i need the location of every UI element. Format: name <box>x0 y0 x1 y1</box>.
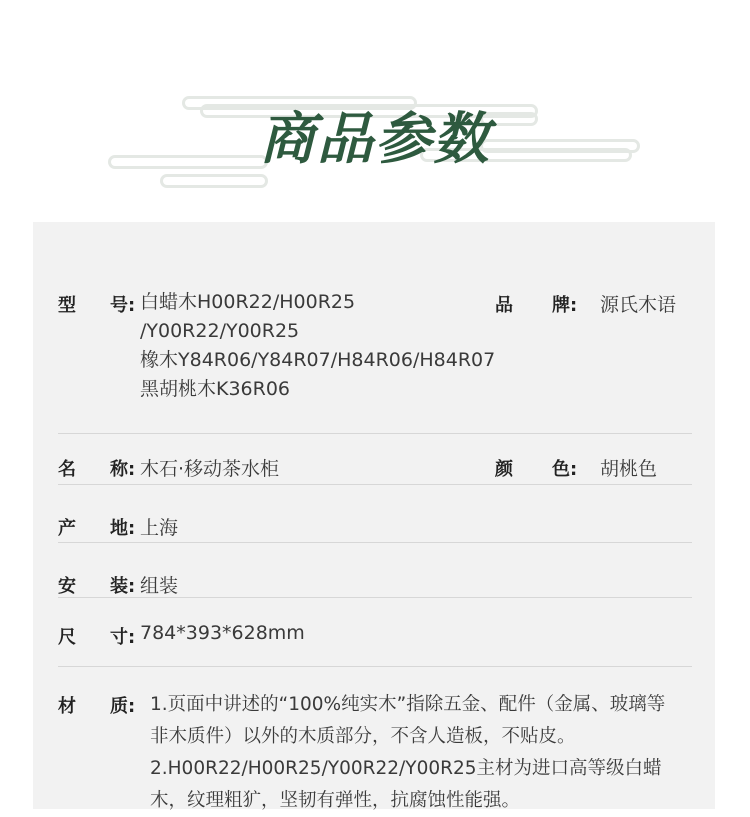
label-name-b: 称: <box>110 459 136 480</box>
size-value: 784*393*628mm <box>140 622 305 644</box>
divider <box>58 666 692 667</box>
install-value: 组装 <box>140 575 179 597</box>
model-line: 黑胡桃木K36R06 <box>140 378 291 400</box>
label-install-a: 安 <box>58 576 76 597</box>
page-header <box>0 0 750 222</box>
divider <box>58 484 692 485</box>
model-line: 白蜡木H00R22/H00R25 <box>140 291 356 313</box>
name-value: 木石·移动茶水柜 <box>140 458 280 480</box>
model-line: 橡木Y84R06/Y84R07/H84R06/H84R07 <box>140 349 496 371</box>
label-color-b: 色: <box>552 459 578 480</box>
label-size-b: 寸: <box>110 627 136 648</box>
label-name-a: 名 <box>58 459 76 480</box>
origin-value: 上海 <box>140 517 179 539</box>
label-brand-b: 牌: <box>552 295 578 316</box>
material-value <box>150 689 665 817</box>
divider <box>58 433 692 434</box>
label-origin-b: 地: <box>110 518 136 539</box>
divider <box>58 542 692 543</box>
label-origin-a: 产 <box>58 518 76 539</box>
cloud-decoration <box>160 174 268 188</box>
page-title: 商品参数 <box>259 107 491 172</box>
material-line: 木，纹理粗犷，坚韧有弹性，抗腐蚀性能强。 <box>150 790 521 811</box>
material-line: 非木质件）以外的木质部分，不含人造板，不贴皮。 <box>150 726 576 747</box>
model-line: /Y00R22/Y00R25 <box>140 320 300 342</box>
brand-value: 源氏木语 <box>600 294 677 316</box>
divider <box>58 597 692 598</box>
label-material-a: 材 <box>58 696 76 717</box>
label-model-b: 号: <box>110 295 136 316</box>
color-value: 胡桃色 <box>600 458 658 480</box>
label-brand-a: 品 <box>495 295 513 316</box>
label-material-b: 质: <box>110 696 136 717</box>
params-panel <box>33 222 715 809</box>
label-install-b: 装: <box>110 576 136 597</box>
label-color-a: 颜 <box>495 459 513 480</box>
label-size-a: 尺 <box>58 627 76 648</box>
label-model-a: 型 <box>58 295 76 316</box>
material-line: 1.页面中讲述的“100%纯实木”指除五金、配件（金属、玻璃等 <box>150 694 666 715</box>
model-value <box>140 288 495 404</box>
material-line: 2.H00R22/H00R25/Y00R22/Y00R25主材为进口高等级白蜡 <box>150 758 662 779</box>
